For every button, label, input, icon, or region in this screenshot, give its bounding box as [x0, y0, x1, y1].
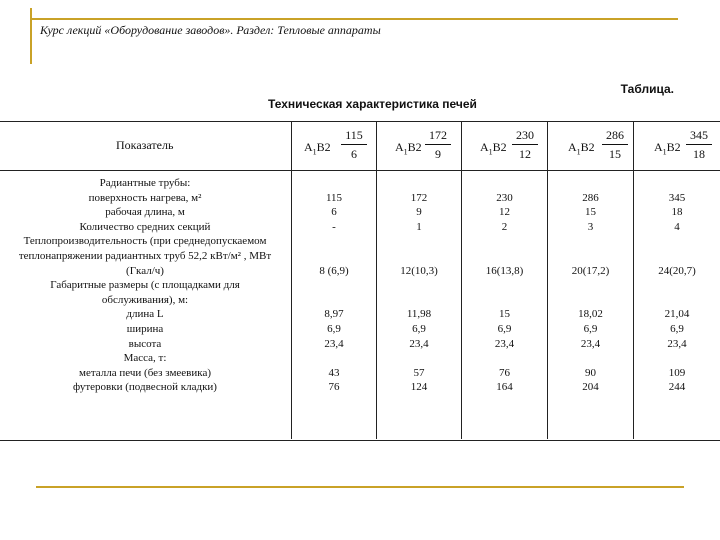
table-cell	[462, 249, 547, 264]
table-cell: 90	[585, 366, 596, 379]
table-cell: 76	[499, 366, 510, 379]
furnace-code: $A_1В2$	[480, 140, 507, 157]
table-cell: 12(10,3)	[400, 264, 438, 277]
table-cell: 21,04	[664, 308, 690, 321]
table-cell	[548, 351, 633, 366]
table-cell: 57	[413, 366, 425, 379]
table-cell: 76	[328, 381, 340, 394]
param-label: футеровки (подвесной кладки)	[73, 381, 217, 394]
table-cell: 286	[582, 191, 599, 204]
table-cell: 124	[410, 381, 428, 394]
table-cell	[292, 176, 376, 191]
table-cell: 6,9	[583, 322, 598, 335]
table-cell: 11,98	[406, 308, 432, 321]
param-label: высота	[128, 337, 162, 350]
param-label: Габаритные размеры (с площадками для	[50, 279, 240, 292]
table-cell: 345	[668, 191, 686, 204]
table-cell: 23,4	[324, 337, 344, 350]
table-cell: 23,4	[580, 337, 601, 350]
furnace-fraction: 230 12	[512, 128, 538, 161]
table-cell: 12	[499, 206, 510, 219]
value-column	[548, 176, 633, 395]
table-cell	[292, 351, 376, 366]
param-label: рабочая длина, м	[105, 206, 185, 219]
table-cell: 204	[582, 381, 599, 394]
table-cell	[548, 176, 633, 191]
param-label: металла печи (без змеевика)	[79, 366, 211, 379]
param-list	[2, 176, 288, 395]
table-cell: 20(17,2)	[571, 264, 610, 277]
table-cell: 115	[325, 191, 343, 204]
header-row-divider	[0, 170, 720, 171]
table-cell	[377, 176, 461, 191]
table-cell: 109	[668, 366, 686, 379]
table-cell	[462, 176, 547, 191]
table-cell	[548, 293, 633, 308]
table-cell	[634, 351, 720, 366]
table-cell	[292, 278, 376, 293]
table-cell: 6	[331, 206, 337, 219]
table-cell: 16(13,8)	[485, 264, 524, 277]
value-column	[377, 176, 461, 395]
table-cell	[377, 351, 461, 366]
param-label: поверхность нагрева, м²	[88, 191, 202, 204]
table-cell: 6,9	[327, 322, 341, 335]
param-label: длина L	[126, 308, 164, 321]
furnace-fraction: 345 18	[686, 128, 712, 161]
table-cell: 230	[496, 191, 513, 204]
table-cell	[634, 278, 720, 293]
table-cell: 6,9	[670, 322, 684, 335]
table-cell	[462, 351, 547, 366]
table-cell: 15	[585, 206, 596, 219]
table-cell	[634, 176, 720, 191]
furnace-fraction: 286 15	[602, 128, 628, 161]
table-cell: 164	[496, 381, 513, 394]
param-label: Масса, т:	[123, 352, 167, 365]
header-accent-horizontal	[30, 18, 678, 20]
furnace-code: $A_1В2$	[395, 140, 422, 157]
table-cell: 1	[416, 220, 422, 233]
table-cell: 6,9	[412, 322, 426, 335]
param-label: обслуживания), м:	[101, 293, 189, 306]
table-cell: 6,9	[497, 322, 512, 335]
furnace-code: $A_1В2$	[304, 140, 331, 157]
param-column-header: Показатель	[116, 138, 174, 152]
value-column	[462, 176, 547, 395]
footer-accent-line	[36, 486, 684, 488]
table-cell	[634, 249, 720, 264]
param-label: Радиантные трубы:	[99, 177, 191, 189]
param-label: Количество средних секций	[79, 220, 211, 233]
table-cell: 244	[668, 381, 686, 394]
param-label: Теплопроизводительность (при среднедопускаемом	[23, 235, 267, 248]
table-cell: 18	[671, 206, 683, 219]
table-cell: 9	[416, 206, 422, 219]
table-cell	[292, 234, 376, 249]
table-cell	[462, 293, 547, 308]
param-label: теплонапряжении радиантных труб 52,2 кВт/м² , МВт	[18, 249, 272, 262]
table-cell	[462, 234, 547, 249]
table-cell: 18,02	[578, 308, 603, 321]
table-cell: 172	[410, 191, 428, 204]
table-cell	[462, 278, 547, 293]
table-cell: 8 (6,9)	[319, 264, 349, 277]
table-cell	[634, 234, 720, 249]
table-cell	[377, 234, 461, 249]
table-caption: Таблица.	[620, 82, 674, 96]
table-cell	[377, 249, 461, 264]
table-cell	[377, 278, 461, 293]
table-cell: 23,4	[667, 337, 687, 350]
furnace-code: $A_1В2$	[568, 140, 595, 157]
furnace-fraction: 115 6	[341, 128, 367, 161]
furnace-fraction: 172 9	[425, 128, 451, 161]
table-cell	[548, 249, 633, 264]
table-cell	[292, 249, 376, 264]
value-column	[292, 176, 376, 395]
header-accent-vertical	[30, 8, 32, 64]
course-title: Курс лекций «Оборудование заводов». Раздел: Тепловые аппараты	[40, 23, 381, 37]
table-cell: 24(20,7)	[658, 264, 696, 277]
table-cell	[548, 234, 633, 249]
value-column	[634, 176, 720, 395]
param-label: ширина	[126, 322, 164, 335]
table-cell: 23,4	[494, 337, 515, 350]
table-cell: 43	[328, 366, 340, 379]
furnace-code: $A_1В2$	[654, 140, 681, 157]
table-cell: -	[332, 220, 336, 233]
table-cell	[548, 278, 633, 293]
table-cell: 15	[499, 308, 510, 321]
table-cell: 3	[587, 220, 594, 233]
table-cell	[292, 293, 376, 308]
param-label: (Гкал/ч)	[126, 264, 164, 277]
table-cell: 8,97	[324, 308, 344, 321]
table-cell	[634, 293, 720, 308]
table-cell: 23,4	[409, 337, 429, 350]
table-cell: 2	[501, 220, 508, 233]
table-title: Техническая характеристика печей	[268, 97, 477, 111]
table-cell	[377, 293, 461, 308]
table-cell: 4	[674, 220, 680, 233]
